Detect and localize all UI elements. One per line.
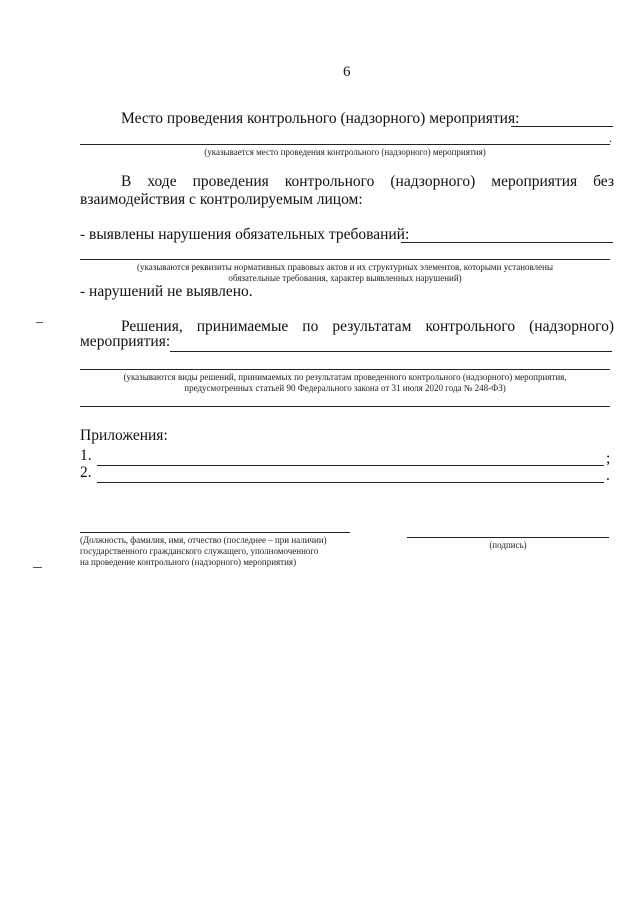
interaction-line-2: взаимодействия с контролируемым лицом:	[80, 191, 363, 208]
position-hint-2: государственного гражданского служащего, уполномоченного	[80, 546, 319, 556]
attachment-item-line[interactable]	[97, 482, 604, 483]
scan-mark	[36, 322, 43, 323]
violations-none-label: - нарушений не выявлено.	[80, 283, 253, 300]
decisions-fill-line-3[interactable]	[80, 406, 610, 407]
position-hint-3: на проведение контрольного (надзорного) мероприятия)	[80, 557, 297, 567]
decisions-hint-1: (указываются виды решений, принимаемых по результатам проведенного контрольного (надзорного) мероприятия,	[123, 372, 567, 382]
attachments-title: Приложения:	[80, 427, 168, 444]
place-fill-line-2[interactable]	[80, 144, 610, 145]
attachment-item-end: .	[606, 467, 610, 484]
place-end-punct: .	[609, 130, 613, 145]
violations-found-label: - выявлены нарушения обязательных требований:	[80, 226, 410, 243]
violations-fill-line-1[interactable]	[401, 242, 613, 243]
decisions-line-2: мероприятия:	[80, 333, 171, 350]
violations-fill-line-2[interactable]	[80, 259, 610, 260]
position-fill-line[interactable]	[80, 532, 350, 533]
interaction-line-1: В ходе проведения контрольного (надзорного) мероприятия без	[121, 173, 614, 190]
attachment-item-end: ;	[606, 450, 611, 467]
decisions-fill-line-1[interactable]	[170, 351, 612, 352]
page-number: 6	[343, 64, 351, 80]
decisions-line-1: Решения, принимаемые по результатам контрольного (надзорного)	[121, 318, 614, 335]
decisions-fill-line-2[interactable]	[80, 369, 610, 370]
attachment-item-line[interactable]	[97, 465, 604, 466]
scan-mark	[33, 567, 42, 568]
signature-hint: (подпись)	[489, 540, 527, 550]
attachment-item-number: 1.	[80, 447, 92, 464]
position-hint-1: (Должность, фамилия, имя, отчество (последнее – при наличии)	[80, 535, 327, 545]
attachment-item-number: 2.	[80, 464, 92, 481]
place-hint: (указывается место проведения контрольного (надзорного) мероприятия)	[204, 147, 486, 157]
signature-fill-line[interactable]	[407, 537, 609, 538]
place-label: Место проведения контрольного (надзорного) мероприятия:	[121, 110, 520, 127]
place-fill-line-1[interactable]	[511, 126, 613, 127]
decisions-hint-2: предусмотренных статьей 90 Федерального закона от 31 июля 2020 года № 248-ФЗ)	[184, 383, 506, 393]
violations-hint-2: обязательные требования, характер выявленных нарушений)	[228, 273, 462, 283]
violations-hint-1: (указываются реквизиты нормативных правовых актов и их структурных элементов, которыми установлены	[136, 262, 554, 272]
